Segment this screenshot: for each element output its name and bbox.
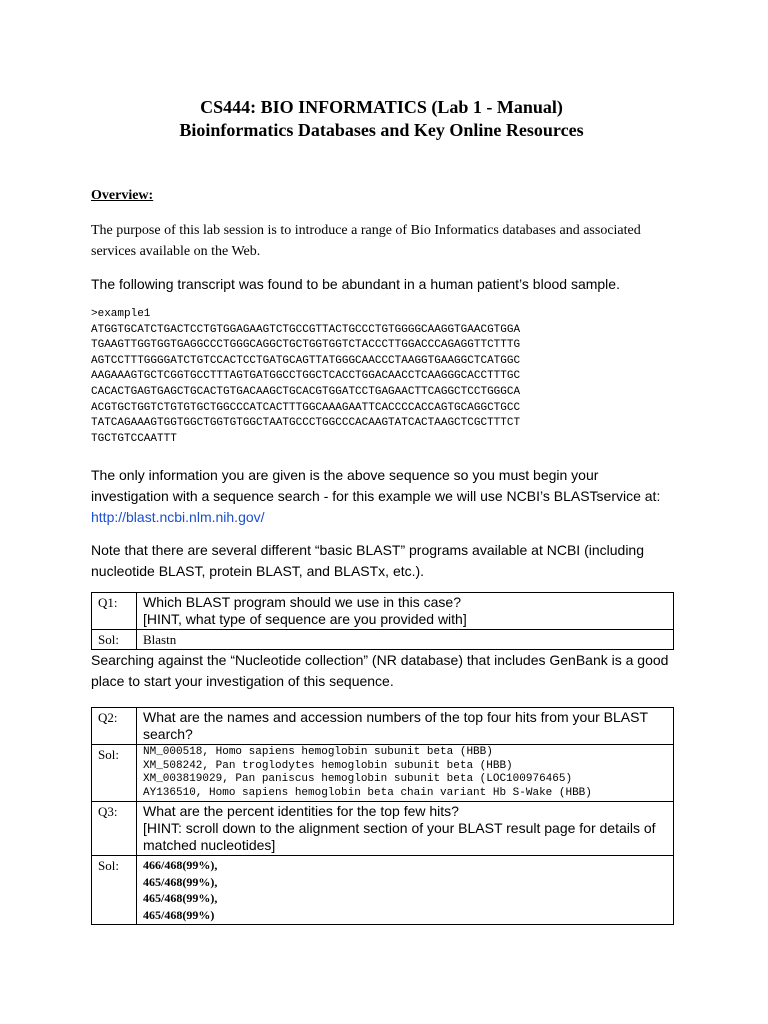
sequence-line: ATGGTGCATCTGACTCCTGTGGAGAAGTCTGCCGTTACTGCCCTGTGGGGCAAGGTGAACGTGGA	[91, 323, 521, 336]
q3-answer-item: 465/468(99%),	[143, 874, 218, 889]
blast-programs-note: Note that there are several different “basic BLAST” programs available at NCBI (including nucleotide BLAST, protein BLAST, and BLASTx, etc.).	[91, 542, 645, 580]
q2-solution-row	[92, 745, 674, 802]
q2-answer-item: NM_000518, Homo sapiens hemoglobin subunit beta (HBB)	[143, 746, 493, 759]
overview-intro: The purpose of this lab session is to introduce a range of Bio Informatics databases and associated services available on the Web.	[91, 223, 641, 259]
searching-note: Searching against the “Nucleotide collection” (NR database) that includes GenBank is a good place to start your investigation of this sequence.	[91, 652, 669, 690]
q3-answer-item: 466/468(99%),	[143, 858, 218, 873]
sequence-line: TGCTGTCCAATTT	[91, 432, 177, 445]
title-line-2: Bioinformatics Databases and Key Online Resources	[179, 120, 584, 140]
q3-answers	[137, 856, 674, 925]
title-line-1: CS444: BIO INFORMATICS (Lab 1 - Manual)	[200, 97, 563, 117]
q3-answer-item: 465/468(99%)	[143, 907, 215, 922]
q1-question	[137, 593, 674, 630]
q3-question-line: What are the percent identities for the top few hits?	[143, 803, 459, 820]
q2-answer-item: AY136510, Homo sapiens hemoglobin beta chain variant Hb S-Wake (HBB)	[143, 786, 592, 799]
q1-solution-row	[92, 630, 674, 650]
sequence-line: TGAAGTTGGTGGTGAGGCCCTGGGCAGGCTGCTGGTGGTCTACCCTTGGACCCAGAGGTTCTTTG	[91, 339, 521, 352]
q3-label: Q3:	[92, 802, 137, 856]
sequence-line: TATCAGAAAGTGGTGGCTGGTGTGGCTAATGCCCTGGCCCACAAGTATCACTAAGCTCGCTTTCT	[91, 417, 521, 430]
q1-hint-line: [HINT, what type of sequence are you provided with]	[143, 611, 467, 628]
investigation-text: The only information you are given is the above sequence so you must begin your investigation with a sequence search - for this example we will use NCBI’s BLASTservice at:	[91, 467, 661, 505]
sequence-line: AAGAAAGTGCTCGGTGCCTTTAGTGATGGCCTGGCTCACCTGGACAACCTCAAGGGCACCTTTGC	[91, 370, 521, 383]
q3-solution-row	[92, 856, 674, 925]
q3-question-row	[92, 802, 674, 856]
investigation-paragraph	[91, 465, 672, 528]
q2-answer-item: XM_003819029, Pan paniscus hemoglobin subunit beta (LOC100976465)	[143, 773, 573, 786]
sequence-line: AGTCCTTTGGGGATCTGTCCACTCCTGATGCAGTTATGGGCAACCCTAAGGTGAAGGCTCATGGC	[91, 354, 521, 367]
dna-sequence	[91, 307, 672, 447]
q2-sol-label: Sol:	[92, 745, 137, 802]
q1-sol-label: Sol:	[92, 630, 137, 650]
blast-link[interactable]: http://blast.ncbi.nlm.nih.gov/	[91, 509, 265, 526]
sequence-header: >example1	[91, 308, 151, 320]
q3-sol-label: Sol:	[92, 856, 137, 925]
sequence-line: CACACTGAGTGAGCTGCACTGTGACAAGCTGCACGTGGATCCTGAGAACTTCAGGCTCCTGGGCA	[91, 385, 521, 398]
q2-label: Q2:	[92, 708, 137, 745]
q3-hint-line: [HINT: scroll down to the alignment section of your BLAST result page for details of matched nucleotides]	[143, 820, 656, 854]
sequence-line: ACGTGCTGGTCTGTGTGCTGGCCCATCACTTTGGCAAAGAATTCACCCCACCAGTGCAGGCTGCC	[91, 401, 521, 414]
q2-question: What are the names and accession numbers of the top four hits from your BLAST search?	[137, 708, 674, 745]
q2-question-row	[92, 708, 674, 745]
q3-answer-item: 465/468(99%),	[143, 891, 218, 906]
q3-question	[137, 802, 674, 856]
overview-heading: Overview:	[91, 188, 154, 203]
q1-question-row	[92, 593, 674, 630]
q2-q3-table	[91, 707, 674, 925]
q2-answers	[137, 745, 674, 802]
q1-question-line: Which BLAST program should we use in this case?	[143, 594, 462, 611]
q1-answer: Blastn	[137, 630, 674, 650]
q1-table	[91, 592, 674, 650]
q2-answer-item: XM_508242, Pan troglodytes hemoglobin subunit beta (HBB)	[143, 759, 513, 772]
q1-label: Q1:	[92, 593, 137, 630]
document-title	[91, 96, 672, 142]
transcript-note: The following transcript was found to be abundant in a human patient’s blood sample.	[91, 276, 620, 292]
